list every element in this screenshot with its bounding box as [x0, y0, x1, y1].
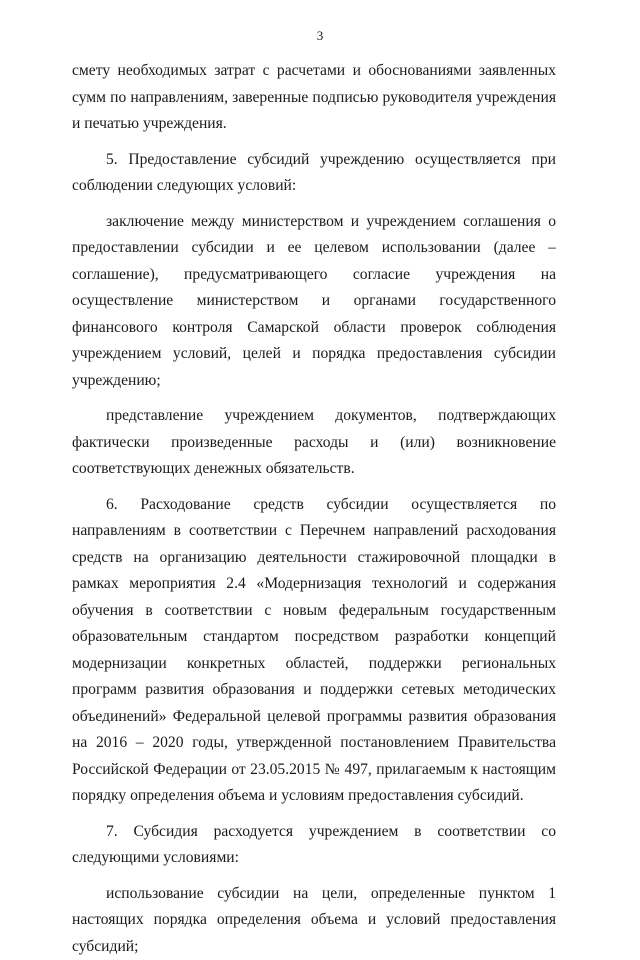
paragraph-item-6: 6. Расходование средств субсидии осуществляется по направлениям в соответствии с Перечнем направлений расходования средств на организацию деятельности стажировочной площадки в рамках мероприятия 2.4 «Модернизация технологий и содержания обучения в соответствии с новым федеральным государственным образовательным стандартом посредством разработки концепций модернизации конкретных областей, поддержки региональных программ развития образования и поддержки сетевых методических объединений» Федеральной целевой программы развития образования на 2016 – 2020 годы, утвержденной постановлением Правительства Российской Федерации от 23.05.2015 № 497, прилагаемым к настоящим порядку определения объема и условиям предоставления субсидий.	[72, 492, 556, 810]
paragraph-continuation: смету необходимых затрат с расчетами и обоснованиями заявленных сумм по направлениям, заверенные подписью руководителя учреждения и печатью учреждения.	[72, 58, 556, 138]
document-body	[72, 58, 556, 960]
paragraph-item-7: 7. Субсидия расходуется учреждением в соответствии со следующими условиями:	[72, 819, 556, 872]
paragraph-condition-usage: использование субсидии на цели, определенные пунктом 1 настоящих порядка определения объема и условий предоставления субсидий;	[72, 881, 556, 960]
paragraph-condition-agreement: заключение между министерством и учреждением соглашения о предоставлении субсидии и ее целевом использовании (далее – соглашение), предусматривающего согласие учреждения на осуществление министерством и органами государственного финансового контроля Самарской области проверок соблюдения учреждением условий, целей и порядка предоставления субсидии учреждению;	[72, 209, 556, 395]
paragraph-condition-documents: представление учреждением документов, подтверждающих фактически произведенные расходы и (или) возникновение соответствующих денежных обязательств.	[72, 403, 556, 483]
paragraph-item-5: 5. Предоставление субсидий учреждению осуществляется при соблюдении следующих условий:	[72, 147, 556, 200]
page-number: 3	[0, 28, 640, 44]
